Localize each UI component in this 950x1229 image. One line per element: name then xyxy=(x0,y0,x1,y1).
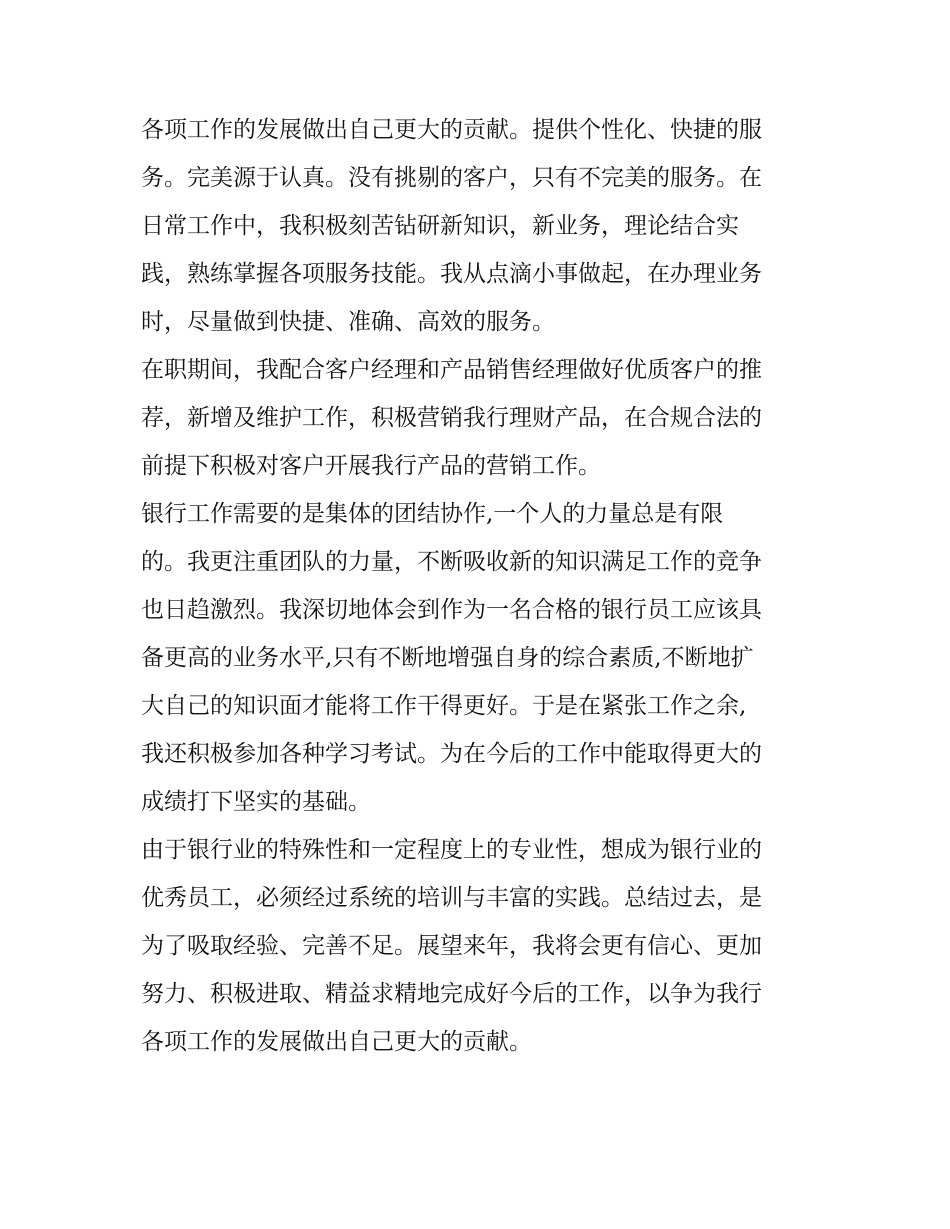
text-line: 践，熟练掌握各项服务技能。我从点滴小事做起，在办理业务 xyxy=(141,261,762,287)
text-line: 由于银行业的特殊性和一定程度上的专业性，想成为银行业的 xyxy=(141,837,762,863)
text-line: 的。我更注重团队的力量，不断吸收新的知识满足工作的竞争 xyxy=(141,549,762,575)
text-line: 前提下积极对客户开展我行产品的营销工作。 xyxy=(141,453,601,479)
text-line: 大自己的知识面才能将工作干得更好。于是在紧张工作之余, xyxy=(141,693,747,719)
text-line: 荐，新增及维护工作，积极营销我行理财产品，在合规合法的 xyxy=(141,405,762,431)
text-line: 在职期间，我配合客户经理和产品销售经理做好优质客户的推 xyxy=(141,357,762,383)
body-text xyxy=(141,106,821,1066)
text-line: 银行工作需要的是集体的团结协作,一个人的力量总是有限 xyxy=(141,501,724,527)
text-line: 为了吸取经验、完善不足。展望来年，我将会更有信心、更加 xyxy=(141,933,762,959)
text-line: 优秀员工，必须经过系统的培训与丰富的实践。总结过去，是 xyxy=(141,885,762,911)
text-line: 成绩打下坚实的基础。 xyxy=(141,789,371,815)
text-line: 务。完美源于认真。没有挑剔的客户，只有不完美的服务。在 xyxy=(141,165,762,191)
text-line: 时，尽量做到快捷、准确、高效的服务。 xyxy=(141,309,555,335)
text-line: 也日趋激烈。我深切地体会到作为一名合格的银行员工应该具 xyxy=(141,597,762,623)
text-line: 我还积极参加各种学习考试。为在今后的工作中能取得更大的 xyxy=(141,741,762,767)
text-line: 日常工作中，我积极刻苦钻研新知识，新业务，理论结合实 xyxy=(141,213,739,239)
text-line: 备更高的业务水平,只有不断地增强自身的综合素质,不断地扩 xyxy=(141,645,754,671)
text-line: 努力、积极进取、精益求精地完成好今后的工作，以争为我行 xyxy=(141,981,762,1007)
text-line: 各项工作的发展做出自己更大的贡献。提供个性化、快捷的服 xyxy=(141,117,762,143)
text-line: 各项工作的发展做出自己更大的贡献。 xyxy=(141,1029,532,1055)
